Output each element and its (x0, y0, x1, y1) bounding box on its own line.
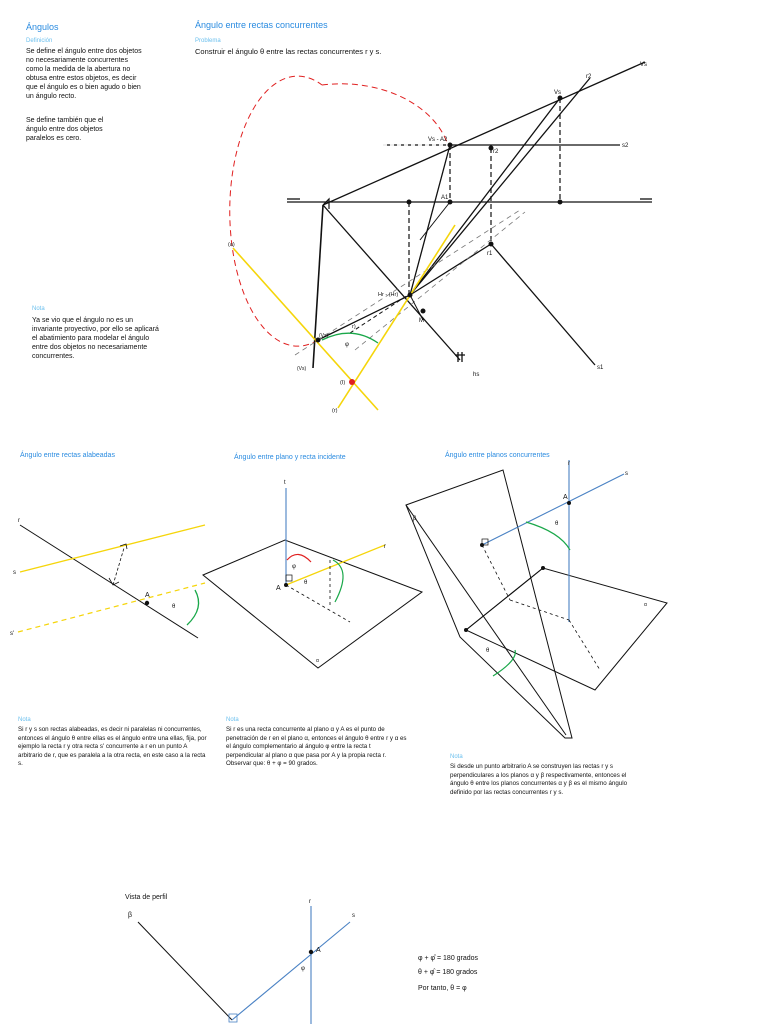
label-theta3b: θ (486, 648, 490, 654)
label-r1: r1 (487, 251, 493, 257)
label-phi: φ (345, 342, 349, 348)
equation-2: θ + φ̂ = 180 grados (418, 969, 478, 976)
note-hint-left: Nota (32, 306, 45, 312)
label-r2-top: r2 (586, 74, 592, 80)
label-theta3: θ (555, 521, 559, 527)
label-r: r (18, 518, 20, 524)
label-t: t (284, 480, 286, 486)
label-beta-perfil: β (128, 912, 133, 919)
label-theta2: θ (304, 580, 308, 586)
label-vs-top: Vs (554, 90, 562, 96)
label-a3: A (563, 494, 568, 501)
note-text-left: Ya se vio que el ángulo no es un invariante proyectivo, por ello se aplicará el abatimiento para modelar el ángulo entre dos objetos no necesariamente concurrentes. (32, 317, 159, 360)
label-va: Vs (640, 62, 648, 68)
perfil-title: Vista de perfil (125, 894, 168, 901)
note-text-alabeadas: Si r y s son rectas alabeadas, es decir ni paralelas ni concurrentes, entonces el ángulo θ entre ellas es el ángulo entre una ellas, fija, por ejemplo la recta r y otra recta s' concurrente a r en un punto A arbitrario de r, que es paralela a la otra recta, en este caso a la recta s. (18, 726, 207, 767)
equation-3: Por tanto, θ = φ (418, 985, 467, 992)
label-r-perfil: r (309, 899, 311, 905)
label-s: s (13, 570, 16, 576)
section-title-angulos: Ángulos (26, 22, 59, 32)
label-r-paren: (r) (332, 408, 338, 414)
note-text-planos: Si desde un punto arbitrario A se construyen las rectas r y s perpendiculares a los planos α y β respectivamente, entonces el ángulo θ entre los planos concurrentes α y β es el mismo ángulo definido por las rectas concurrentes r y s. (450, 763, 628, 796)
note-hint-alabeadas: Nota (18, 717, 31, 723)
label-theta: θ (172, 604, 176, 610)
label-r2: r (384, 544, 386, 550)
label-a: A (145, 592, 150, 599)
definition-hint: Definición (26, 38, 53, 44)
label-s3: s (625, 471, 628, 477)
label-vs-bottom: (Vs) (297, 366, 307, 372)
label-s-perfil: s (352, 913, 355, 919)
label-vs-a2: Vs - A2 (428, 137, 448, 143)
section-title-alabeadas: Ángulo entre rectas alabeadas (20, 452, 115, 459)
label-phi-perfil: φ (301, 966, 305, 972)
section-title-concurrentes: Ángulo entre rectas concurrentes (195, 20, 328, 30)
problem-text: Construir el ángulo θ entre las rectas concurrentes r y s. (195, 47, 382, 56)
label-s2: s2 (622, 143, 629, 149)
label-r2: r2 (493, 149, 499, 155)
label-a1: A1 (441, 195, 449, 201)
section-title-plano-recta: Ángulo entre plano y recta incidente (234, 454, 346, 461)
problem-hint: Problema (195, 38, 221, 44)
note-text-plano-recta: Si r es una recta concurrente al plano α y A es el punto de penetración de r en el plano α, entonces el ángulo θ entre r y α es el ángulo complementario al ángulo φ entre la recta t perpendicular al plano α que pasa por A y la propia recta r. Observar que: θ + φ = 90 grados. (226, 726, 407, 767)
label-r-prime: r) (352, 324, 356, 330)
label-alpha: α (316, 658, 319, 664)
label-i: (I) (340, 380, 346, 386)
label-beta: β (413, 516, 417, 522)
label-r3: r (568, 461, 570, 467)
label-s-prime: s' (10, 631, 15, 637)
label-alpha3: α (644, 602, 647, 608)
label-hr: Hr - (Hr) (378, 292, 399, 298)
definition-text-1: Se define el ángulo entre dos objetos no necesariamente concurrentes como la medida de la abertura no obtusa entre estos objetos, es decir que el ángulo es o bien agudo o bien un ángulo recto. (26, 48, 142, 100)
label-s1: s1 (597, 365, 604, 371)
note-hint-planos: Nota (450, 754, 463, 760)
label-m: M (419, 318, 424, 324)
label-phi2: φ (292, 564, 296, 570)
label-a-paren: (a) (228, 242, 235, 248)
equation-1: φ + φ̂ = 180 grados (418, 955, 479, 962)
note-hint-plano-recta: Nota (226, 717, 239, 723)
label-vs-paren: (Vs) (319, 333, 329, 339)
label-a-perfil: A (316, 947, 321, 954)
label-a2: A (276, 585, 281, 592)
definition-text-2: Se define también que el ángulo entre dos objetos paralelos es cero. (26, 117, 104, 142)
section-title-planos: Ángulo entre planos concurrentes (445, 452, 550, 459)
label-hs: hs (473, 372, 480, 378)
